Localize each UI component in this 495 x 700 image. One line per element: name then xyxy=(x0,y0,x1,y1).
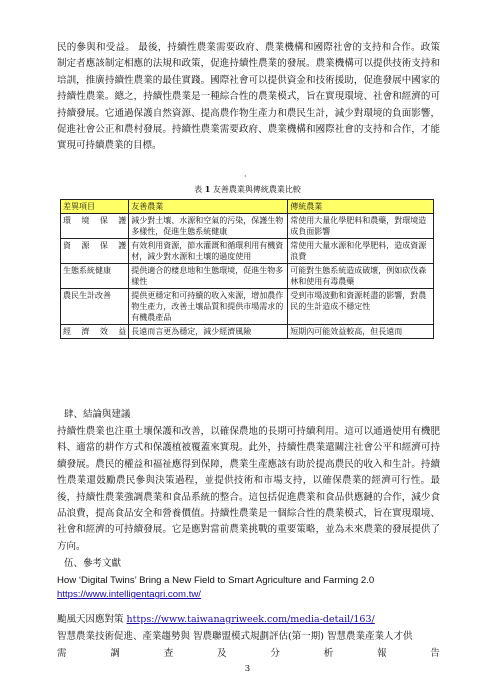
row-label: 環境保護 xyxy=(61,214,129,239)
friendly-cell: 提供更穩定和可持續的收入來源，增加農作物生產力，改善土壤品質和提供市場需求的有機農產品 xyxy=(129,289,288,325)
friendly-cell: 有效利用資源，節水灌溉和循環利用有機資材，減少對水源和土壤的過度使用 xyxy=(129,239,288,264)
comparison-table xyxy=(60,199,434,339)
intro-paragraph: 民的參與和受益。 最後，持續性農業需要政府、農業機構和國際社會的支持和合作。政策制定者應該制定相應的法規和政策，促進持續性農業的發展。農業機構可以提供技術支持和培訓，推廣持續性農業的最佳實踐。國際社會可以提供資金和技術援助，促進發展中國家的持續性農業。總之，持續性農業是一種綜合性的農業模式，旨在實現環境、社會和經濟的可持續發展。它通過保護自然資源、提高農作物生產力和農民生計，減少對環境的負面影響，促進社會公正和農村發展。持續性農業需要政府、農業機構和國際社會的支持和合作，才能實現可持續農業的目標。 xyxy=(57,42,440,152)
table-row xyxy=(61,264,434,289)
table-caption-prefix: 表 xyxy=(194,185,203,194)
reference-3-char: 及 xyxy=(217,648,227,659)
references-heading: 伍、參考文獻 xyxy=(64,558,122,569)
table-header-cell: 友善農業 xyxy=(129,200,288,214)
table-header-cell: 差異項目 xyxy=(61,200,129,214)
reference-3-char: 告 xyxy=(430,648,440,659)
friendly-cell: 長遠而言更為穩定，減少經濟風險 xyxy=(129,325,288,339)
reference-3-char: 需 xyxy=(57,648,67,659)
traditional-cell: 常使用大量水源和化學肥料，造成資源浪費 xyxy=(288,239,434,264)
friendly-cell: 提供適合的棲息地和生態環境，促進生物多樣性 xyxy=(129,264,288,289)
reference-3-line-2 xyxy=(57,646,440,661)
page-number: 3 xyxy=(244,664,251,674)
table-caption-title: 友善農業與傳統農業比較 xyxy=(212,185,301,194)
reference-3-char: 查 xyxy=(163,648,174,659)
reference-3-line-1: 智慧農業技術促進、產業趨勢與 智農聯盟模式規劃評估(第一期) 智慧農業產業人才供 xyxy=(57,631,413,642)
reference-1-title: How ‘Digital Twins’ Bring a New Field to Smart Agriculture and Farming 2.0 xyxy=(57,575,375,586)
table-row xyxy=(61,325,434,339)
row-label: 生態系統健康 xyxy=(61,264,129,289)
reference-3-char: 析 xyxy=(323,648,334,659)
reference-2-prefix: 颱風天因應對策 xyxy=(57,614,124,625)
separator-dot: · xyxy=(244,172,247,181)
row-label: 資源保護 xyxy=(61,239,129,264)
traditional-cell: 受到市場波動和資源耗盡的影響，對農民的生計造成不穩定性 xyxy=(288,289,434,325)
friendly-cell: 減少對土壤、水源和空氣的污染，保護生物多樣性，促進生態系統健康 xyxy=(129,214,288,239)
reference-2-link[interactable]: https://www.taiwanagriweek.com/media-detail/163/ xyxy=(126,614,375,625)
row-label: 農民生計改善 xyxy=(61,289,129,325)
traditional-cell: 可能對生態系統造成破壞，例如砍伐森林和使用有毒農藥 xyxy=(288,264,434,289)
table-caption xyxy=(0,183,495,196)
reference-3-char: 調 xyxy=(110,648,120,659)
reference-3-char: 報 xyxy=(377,648,387,659)
reference-1-link[interactable]: https://www.intelligentagri.com.tw/ xyxy=(57,589,201,600)
row-label: 經濟效益 xyxy=(61,325,129,339)
reference-3-char: 分 xyxy=(270,648,280,659)
conclusion-paragraph: 持續性農業也注重土壤保護和改善，以確保農地的長期可持續利用。這可以通過使用有機肥料、適當的耕作方式和保護植被覆蓋來實現。此外，持續性農業還關注社會公平和經濟可持續發展。農民的權益和福祉應得到保障，農業生產應該有助於提高農民的收入和生計。持續性農業還鼓勵農民參與決策過程，並提供技術和市場支持，以確保農業的經濟可行性。最後，持續性農業強調農業和食品系統的整合。這包括促進農業和食品供應鏈的合作，減少食品浪費，提高食品安全和營養價值。持續性農業是一個綜合性的農業模式，旨在實現環境、社會和經濟的可持續發展。它是應對當前農業挑戰的重要策略，並為未來農業的發展提供了方向。 xyxy=(57,426,440,552)
table-row xyxy=(61,214,434,239)
table-header-cell: 傳統農業 xyxy=(288,200,434,214)
table-row xyxy=(61,289,434,325)
table-row xyxy=(61,239,434,264)
reference-1-url-line xyxy=(57,587,457,602)
table-header-row xyxy=(61,200,434,214)
table-caption-number: 1 xyxy=(204,184,211,194)
traditional-cell: 短期內可能效益較高，但長遠而 xyxy=(288,325,434,339)
traditional-cell: 常使用大量化學肥料和農藥，對環境造成負面影響 xyxy=(288,214,434,239)
conclusion-heading: 肆、結論與建議 xyxy=(64,409,131,420)
reference-2 xyxy=(57,612,457,627)
